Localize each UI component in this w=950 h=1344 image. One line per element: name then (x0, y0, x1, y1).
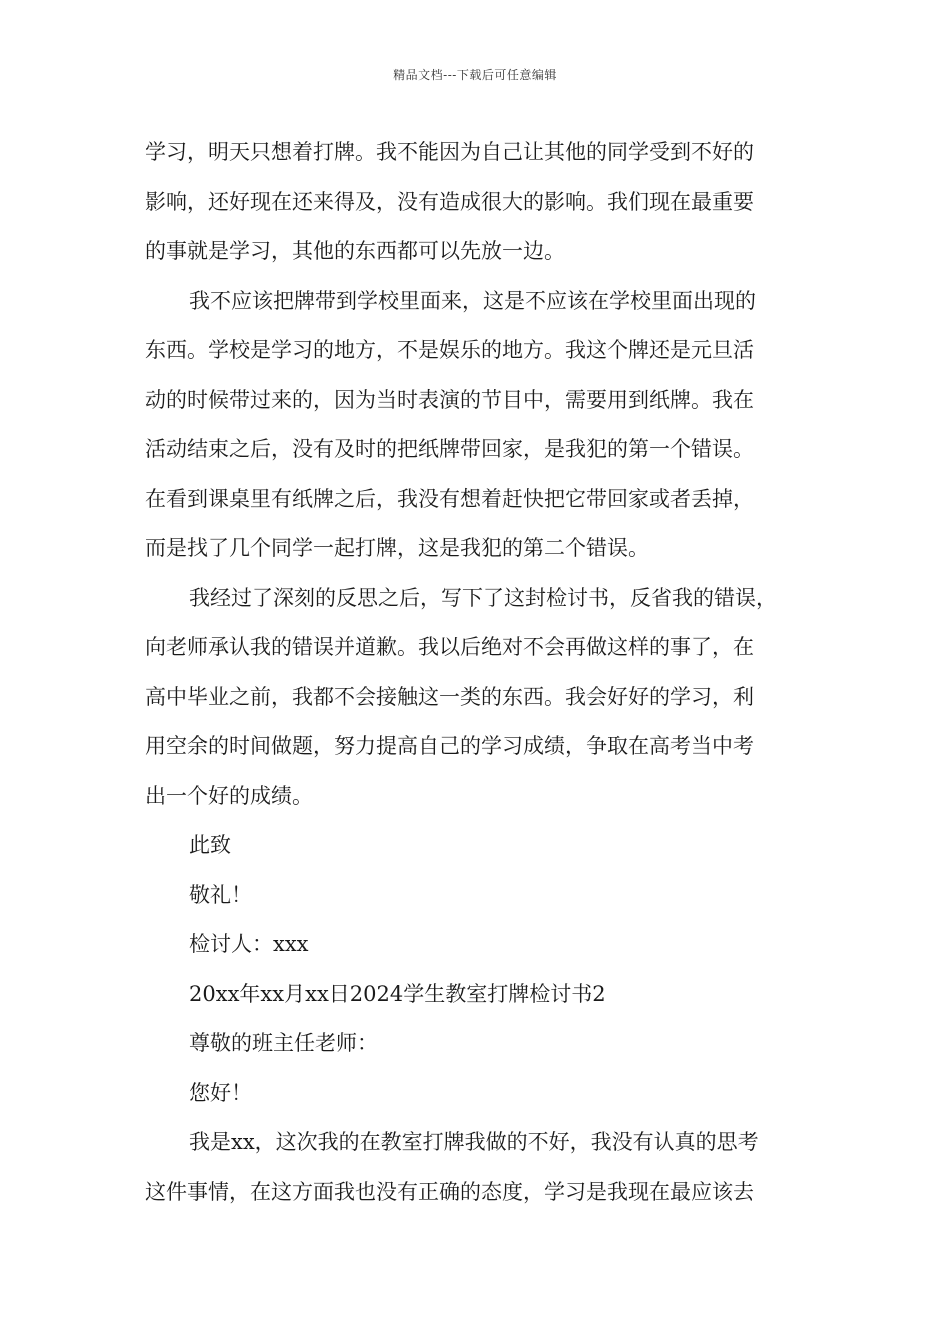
greeting-hello: 您好！ (189, 1080, 252, 1105)
text-line: 活动结束之后，没有及时的把纸牌带回家，是我犯的第一个错误。 (145, 437, 754, 461)
text-line: 我经过了深刻的反思之后，写下了这封检讨书，反省我的错误， (189, 585, 777, 610)
greeting-recipient: 尊敬的班主任老师： (189, 1031, 378, 1055)
text-line: 用空余的时间做题，努力提高自己的学习成绩，争取在高考当中考 (145, 734, 754, 758)
text-line: 高中毕业之前，我都不会接触这一类的东西。我会好好的学习，利 (145, 684, 754, 709)
text-line: 这件事情，在这方面我也没有正确的态度，学习是我现在最应该去 (145, 1179, 754, 1204)
text-line: 学习，明天只想着打牌。我不能因为自己让其他的同学受到不好的 (145, 140, 754, 164)
signature-line: 检讨人：xxx (189, 932, 309, 956)
text-line: 向老师承认我的错误并道歉。我以后绝对不会再做这样的事了，在 (145, 635, 754, 659)
text-line: 东西。学校是学习的地方，不是娱乐的地方。我这个牌还是元旦活 (145, 338, 754, 362)
text-line: 我是xx，这次我的在教室打牌我做的不好，我没有认真的思考 (189, 1130, 759, 1154)
text-line: 在看到课桌里有纸牌之后，我没有想着赶快把它带回家或者丢掉， (145, 486, 754, 511)
closing-respect: 敬礼！ (189, 882, 252, 907)
date-and-title-line: 20xx年xx月xx日2024学生教室打牌检讨书2 (189, 981, 606, 1006)
text-line: 影响，还好现在还来得及，没有造成很大的影响。我们现在最重要 (145, 189, 754, 214)
page-header: 精品文档---下载后可任意编辑 (393, 68, 557, 82)
text-line: 出一个好的成绩。 (145, 783, 313, 808)
closing-salutation: 此致 (189, 833, 231, 857)
text-line: 而是找了几个同学一起打牌，这是我犯的第二个错误。 (145, 536, 649, 560)
text-line: 的事就是学习，其他的东西都可以先放一边。 (145, 239, 565, 263)
text-line: 动的时候带过来的，因为当时表演的节目中，需要用到纸牌。我在 (145, 387, 754, 412)
document-body (145, 128, 815, 1217)
text-line: 我不应该把牌带到学校里面来，这是不应该在学校里面出现的 (189, 288, 756, 313)
